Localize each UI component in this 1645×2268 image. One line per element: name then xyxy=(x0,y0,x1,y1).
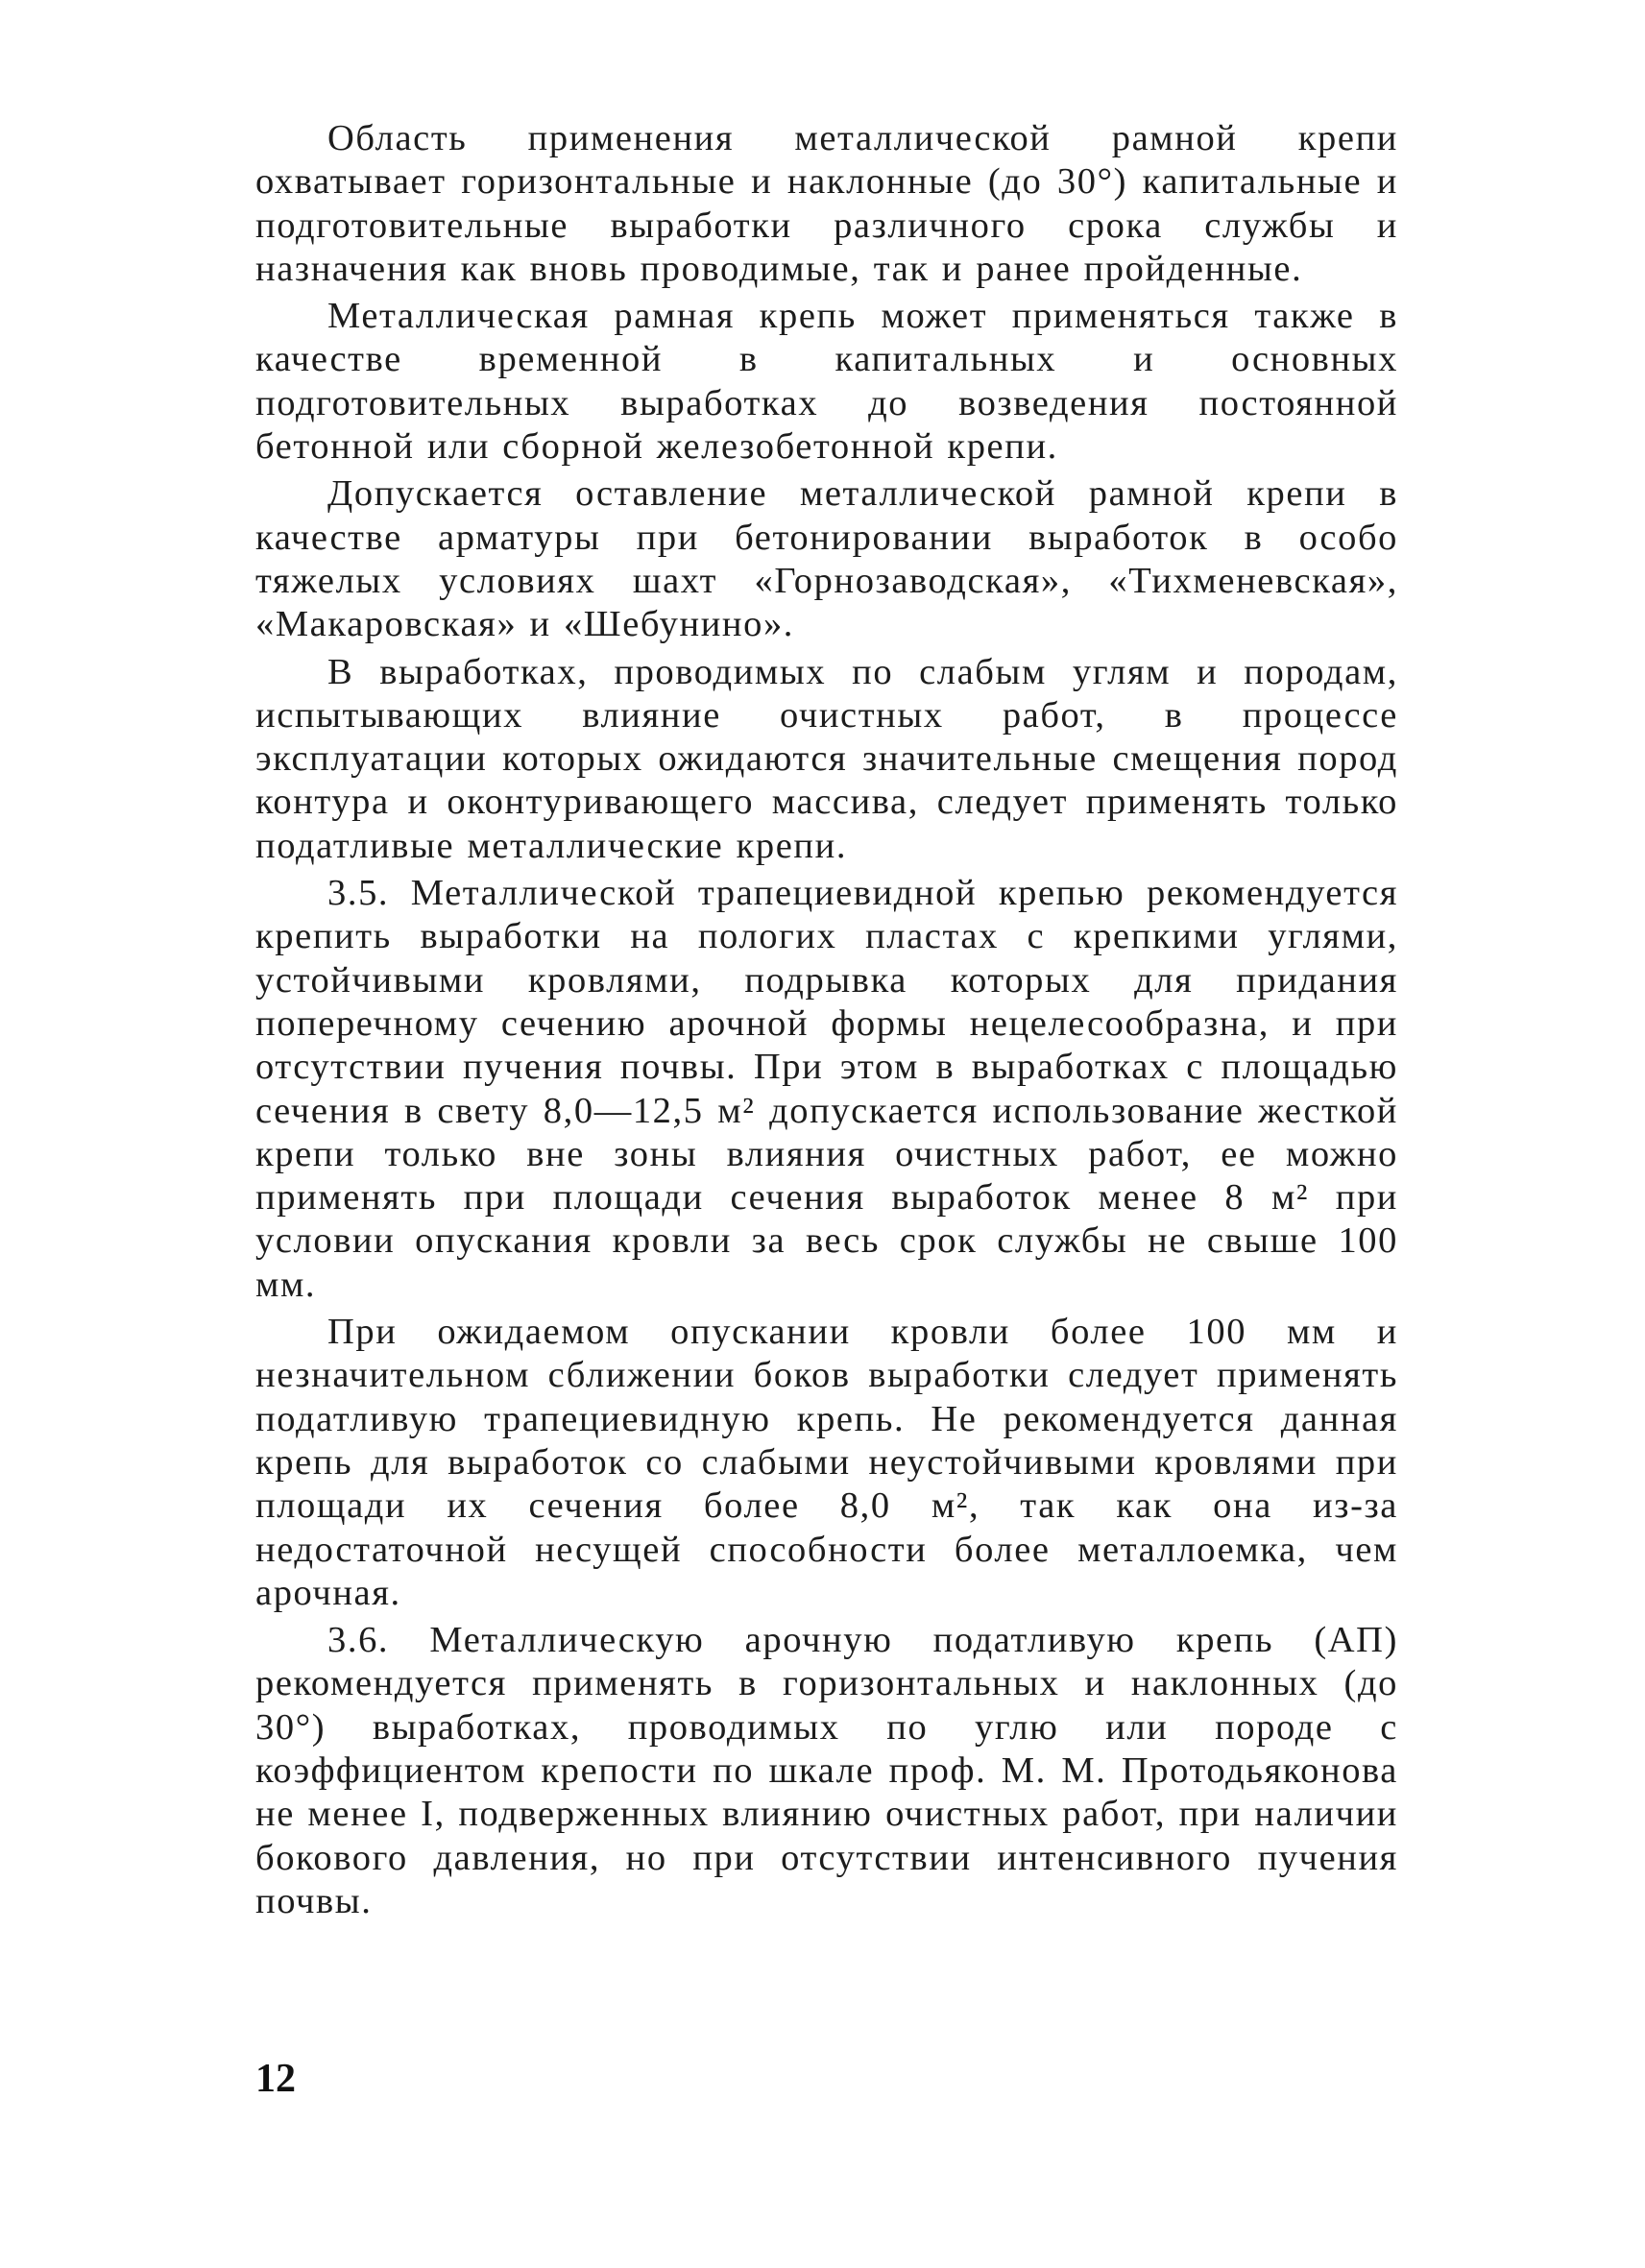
page-number: 12 xyxy=(255,2057,296,2101)
paragraph-section-3-6: 3.6. Металлическую арочную податливую крепь (АП) рекомендуется применять в горизонтальных и наклонных (до 30°) выработках, проводимых по углю или породе с коэффициентом крепости по шкале проф. М. М. Протодьяконова не менее I, подверженных влиянию очистных работ, при наличии бокового давления, но при отсутствии интенсивного пучения почвы. xyxy=(255,1620,1398,1921)
paragraph-yielding-trapezoid: При ожидаемом опускании кровли более 100 мм и незначительном сближении боков выработки следует применять податливую трапециевидную крепь. Не рекомендуется данная крепь для выработок со слабыми неустойчивыми кровлями при площади их сечения более 8,0 м², так как она из-за недостаточной несущей способности более металлоемка, чем арочная. xyxy=(255,1312,1398,1613)
paragraph-weak-rocks: В выработках, проводимых по слабым углям и породам, испытывающих влияние очистных работ, в процессе эксплуатации которых ожидаются значительные смещения пород контура и оконтуривающего массива, следует применять только податливые металлические крепи. xyxy=(255,651,1398,866)
paragraph-temporary-support: Металлическая рамная крепь может применяться также в качестве временной в капитальных и основных подготовительных выработках до возведения постоянной бетонной или сборной железобетонной крепи. xyxy=(255,296,1398,468)
paragraph-section-3-5: 3.5. Металлической трапециевидной крепью рекомендуется крепить выработки на пологих пластах с крепкими углями, устойчивыми кровлями, подрывка которых для придания поперечному сечению арочной формы нецелесообразна, и при отсутствии пучения почвы. При этом в выработках с площадью сечения в свету 8,0—12,5 м² допускается использование жесткой крепи только вне зоны влияния очистных работ, ее можно применять при площади сечения выработок менее 8 м² при условии опускания кровли за весь срок службы не свыше 100 мм. xyxy=(255,873,1398,1305)
page-body xyxy=(255,117,1398,1923)
paragraph-scope: Область применения металлической рамной крепи охватывает горизонтальные и наклонные (до 30°) капитальные и подготовительные выработки различного срока службы и назначения как вновь проводимые, так и ранее пройденные. xyxy=(255,118,1398,289)
paragraph-reinforcement: Допускается оставление металлической рамной крепи в качестве арматуры при бетонировании выработок в особо тяжелых условиях шахт «Горнозаводская», «Тихменевская», «Макаровская» и «Шебунино». xyxy=(255,473,1398,645)
